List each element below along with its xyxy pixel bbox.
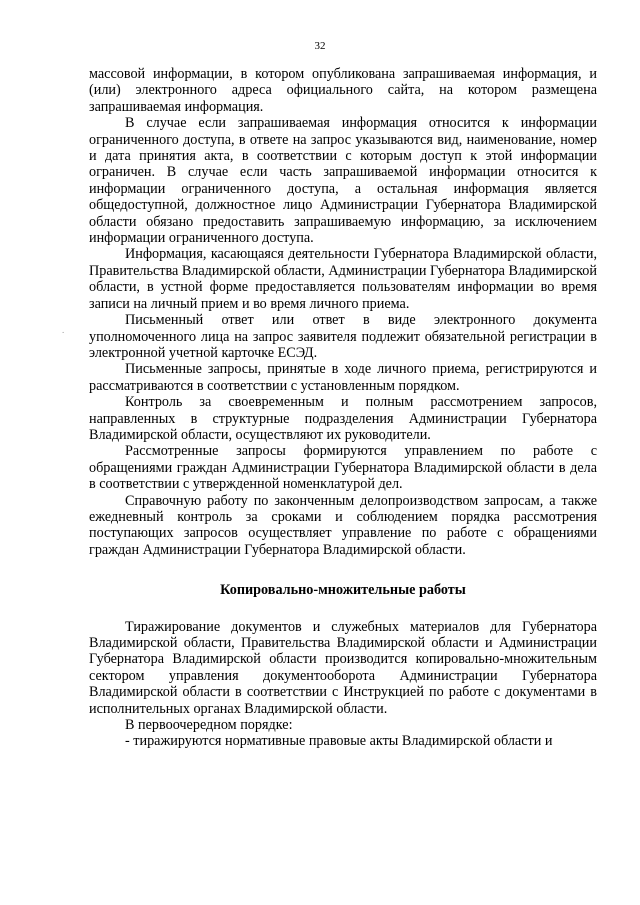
list-item-normative-acts: - тиражируются нормативные правовые акты Владимирской области и [125,733,553,750]
paragraph-written-answer: Письменный ответ или ответ в виде электронного документа уполномоченного лица на запрос заявителя подлежит обязательной регистрации в электронной учетной карточке ЕСЭД. [89,312,597,361]
paragraph-restricted-info: В случае если запрашиваемая информация относится к информации ограниченного доступа, в ответе на запрос указываются вид, наименование, номер и дата принятия акта, в соответствии с которым доступ к этой информации ограничен. В случае если часть запрашиваемой информации относится к информации ограниченного доступа, а остальная информация является общедоступной, должностное лицо Администрации Губернатора Владимирской области обязано предоставить запрашиваемую информацию, за исключением информации ограниченного доступа. [89,115,597,247]
paragraph-continuation: массовой информации, в котором опубликована запрашиваемая информация, и (или) электронного адреса официального сайта, на котором размещена запрашиваемая информация. [89,66,597,115]
page-body [89,66,597,750]
paragraph-written-requests: Письменные запросы, принятые в ходе личного приема, регистрируются и рассматриваются в соответствии с установленным порядком. [89,361,597,394]
paragraph-reviewed-requests: Рассмотренные запросы формируются управлением по работе с обращениями граждан Администрации Губернатора Владимирской области в дела в соответствии с утвержденной номенклатурой дел. [89,443,597,493]
paragraph-priority: В первоочередном порядке: [125,717,293,734]
paragraph-copying: Тиражирование документов и служебных материалов для Губернатора Владимирской области, Правительства Владимирской области и Администрации Губернатора Владимирской области производится копировально-множительным сектором управления документооборота Администрации Губернатора Владимирской области в соответствии с Инструкцией по работе с документами в исполнительных органах Владимирской области. [89,618,597,717]
page-number: 32 [314,40,326,52]
paragraph-oral-info: Информация, касающаяся деятельности Губернатора Владимирской области, Правительства Владимирской области, Администрации Губернатора Владимирской области, в устной форме предоставляется пользователям информации во время записи на личный прием и во время личного приема. [89,246,597,312]
section-heading: Копировально-множительные работы [220,582,466,599]
margin-mark: . [62,325,65,335]
paragraph-control: Контроль за своевременным и полным рассмотрением запросов, направленных в структурные подразделения Администрации Губернатора Владимирской области, осуществляют их руководители. [89,394,597,443]
paragraph-reference-work: Справочную работу по законченным делопроизводством запросам, а также ежедневный контроль за сроками и соблюдением порядка рассмотрения поступающих запросов осуществляет управление по работе с обращениями граждан Администрации Губернатора Владимирской области. [89,492,597,558]
